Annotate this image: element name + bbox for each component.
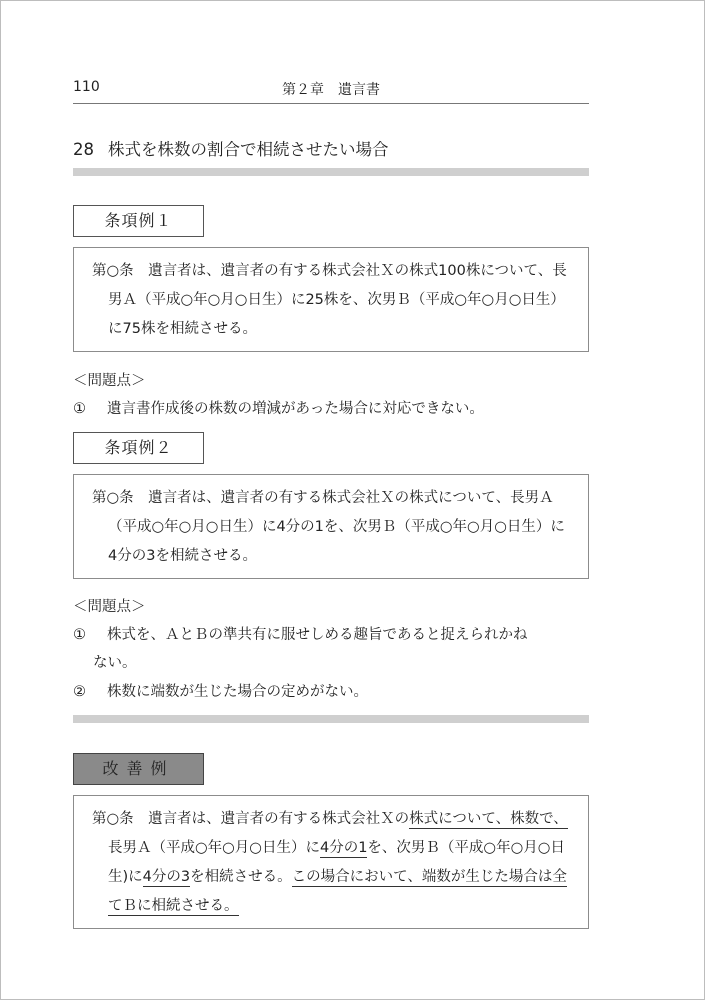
clause-text-segment: 長男Ａ（平成○年○月○日生）に	[108, 840, 320, 856]
problem-text: 遺言書作成後の株数の増減があった場合に対応できない。	[107, 401, 484, 417]
underlined-amendment: 4分の1	[319, 840, 368, 856]
improvement-clause-box	[73, 795, 589, 929]
clause-text-segment: を相続させる。	[190, 869, 292, 885]
problem-text: 株数に端数が生じた場合の定めがない。	[107, 684, 368, 700]
section-divider-bottom	[73, 715, 589, 723]
section-number: 28	[73, 140, 94, 159]
underlined-amendment: 4分の3	[142, 869, 191, 885]
example-2-clause-text: 第○条 遺言者は、遺言者の有する株式会社Ｘの株式について、長男Ａ（平成○年○月○日生）に4分の1を、次男Ｂ（平成○年○月○日生）に4分の3を相続させる。	[92, 490, 565, 564]
page-header	[73, 77, 589, 104]
problem-1-1	[73, 395, 589, 423]
section-divider-top	[73, 168, 589, 176]
example-1-clause-box	[73, 247, 589, 352]
problem-text-line1: 株式を、ＡとＢの準共有に服せしめる趣旨であると捉えられかね	[107, 627, 528, 643]
example-1-label: 条項例１	[73, 205, 204, 237]
page-number: 110	[73, 79, 100, 95]
problem-2-1	[73, 621, 589, 677]
improvement-label: 改善例	[73, 753, 204, 785]
example-2-label: 条項例２	[73, 432, 204, 464]
chapter-title: 第２章 遺言書	[282, 82, 380, 98]
section-title-text: 株式を株数の割合で相続させたい場合	[108, 140, 389, 159]
underlined-amendment: この場合において、端数が生じた場合は全てＢに相続させる。	[108, 869, 567, 914]
problem-marker: ②	[73, 684, 86, 700]
problem-marker: ①	[73, 627, 86, 643]
problems-2-label: ＜問題点＞	[73, 599, 146, 615]
clause-text-segment: 第○条 遺言者は、遺言者の有する株式会社Ｘの	[92, 811, 410, 827]
example-2-clause-box	[73, 474, 589, 579]
clause-text-segment: を、次男Ｂ（平成○年○月○日生)に	[108, 840, 565, 885]
section-title	[73, 136, 389, 160]
problem-marker: ①	[73, 401, 86, 417]
problem-2-2	[73, 678, 589, 706]
example-1-clause-text: 第○条 遺言者は、遺言者の有する株式会社Ｘの株式100株について、長男Ａ（平成○年○月○日生）に25株を、次男Ｂ（平成○年○月○日生）に75株を相続させる。	[92, 263, 567, 337]
problem-text-line2: ない。	[93, 655, 137, 671]
improvement-clause-text	[92, 805, 574, 921]
problems-1-label: ＜問題点＞	[73, 373, 146, 389]
underlined-amendment: 株式について、株数で、	[409, 811, 568, 827]
